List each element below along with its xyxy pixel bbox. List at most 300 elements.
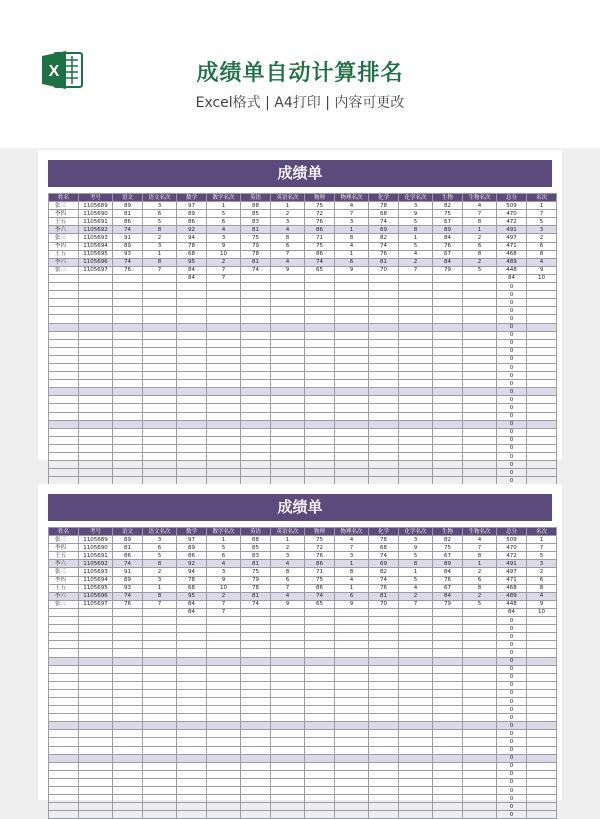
- table-cell[interactable]: [207, 291, 241, 299]
- table-cell[interactable]: [241, 363, 271, 371]
- table-cell[interactable]: [335, 722, 369, 730]
- table-cell[interactable]: [305, 461, 335, 469]
- table-cell[interactable]: 8: [271, 234, 305, 242]
- table-cell[interactable]: [335, 315, 369, 323]
- table-cell[interactable]: [177, 770, 207, 778]
- table-cell[interactable]: [241, 412, 271, 420]
- table-cell[interactable]: 0: [497, 355, 527, 363]
- table-cell[interactable]: [241, 453, 271, 461]
- table-cell[interactable]: [463, 778, 497, 786]
- table-cell[interactable]: [177, 689, 207, 697]
- table-cell[interactable]: [207, 787, 241, 795]
- table-cell[interactable]: [49, 689, 79, 697]
- table-cell[interactable]: [113, 625, 143, 633]
- table-cell[interactable]: [271, 633, 305, 641]
- table-cell[interactable]: 5: [207, 544, 241, 552]
- table-cell[interactable]: 89: [113, 576, 143, 584]
- table-cell[interactable]: [305, 469, 335, 477]
- table-cell[interactable]: [369, 746, 399, 754]
- table-cell[interactable]: [271, 641, 305, 649]
- table-cell[interactable]: [305, 608, 335, 616]
- table-cell[interactable]: [207, 404, 241, 412]
- table-cell[interactable]: 67: [433, 552, 463, 560]
- table-cell[interactable]: [177, 665, 207, 673]
- table-cell[interactable]: 4: [271, 226, 305, 234]
- table-cell[interactable]: [369, 649, 399, 657]
- table-cell[interactable]: [527, 738, 557, 746]
- table-cell[interactable]: [305, 787, 335, 795]
- table-cell[interactable]: 2: [399, 258, 433, 266]
- table-cell[interactable]: 75: [305, 536, 335, 544]
- table-cell[interactable]: 0: [497, 404, 527, 412]
- table-cell[interactable]: 71: [305, 234, 335, 242]
- table-cell[interactable]: [49, 291, 79, 299]
- table-cell[interactable]: 0: [497, 803, 527, 811]
- table-cell[interactable]: [335, 730, 369, 738]
- table-cell[interactable]: 张三: [49, 600, 79, 608]
- table-cell[interactable]: [527, 625, 557, 633]
- table-cell[interactable]: [335, 307, 369, 315]
- table-cell[interactable]: [79, 291, 113, 299]
- table-cell[interactable]: [79, 641, 113, 649]
- table-cell[interactable]: [177, 633, 207, 641]
- table-cell[interactable]: 1105696: [79, 258, 113, 266]
- table-cell[interactable]: 4: [271, 560, 305, 568]
- table-cell[interactable]: 8: [527, 250, 557, 258]
- table-cell[interactable]: [433, 307, 463, 315]
- table-cell[interactable]: 1: [271, 202, 305, 210]
- table-cell[interactable]: [207, 778, 241, 786]
- table-cell[interactable]: 1105695: [79, 584, 113, 592]
- table-cell[interactable]: [177, 372, 207, 380]
- table-cell[interactable]: [527, 689, 557, 697]
- table-cell[interactable]: [241, 299, 271, 307]
- table-cell[interactable]: [369, 363, 399, 371]
- table-cell[interactable]: [305, 331, 335, 339]
- table-cell[interactable]: [271, 388, 305, 396]
- table-cell[interactable]: 70: [369, 266, 399, 274]
- table-cell[interactable]: [399, 436, 433, 444]
- table-cell[interactable]: [79, 461, 113, 469]
- table-cell[interactable]: [241, 315, 271, 323]
- table-cell[interactable]: 6: [527, 576, 557, 584]
- table-cell[interactable]: [527, 714, 557, 722]
- table-cell[interactable]: 9: [527, 266, 557, 274]
- table-cell[interactable]: [527, 291, 557, 299]
- table-cell[interactable]: [463, 283, 497, 291]
- table-cell[interactable]: [113, 299, 143, 307]
- table-cell[interactable]: [305, 291, 335, 299]
- table-cell[interactable]: 89: [113, 536, 143, 544]
- table-cell[interactable]: [463, 641, 497, 649]
- table-cell[interactable]: [241, 291, 271, 299]
- table-cell[interactable]: 0: [497, 706, 527, 714]
- table-cell[interactable]: [399, 714, 433, 722]
- table-cell[interactable]: 83: [241, 552, 271, 560]
- table-cell[interactable]: 9: [271, 600, 305, 608]
- table-cell[interactable]: 76: [369, 584, 399, 592]
- table-cell[interactable]: 7: [335, 544, 369, 552]
- table-cell[interactable]: 1: [143, 250, 177, 258]
- table-cell[interactable]: 92: [177, 226, 207, 234]
- table-cell[interactable]: [113, 444, 143, 452]
- table-cell[interactable]: [399, 323, 433, 331]
- table-cell[interactable]: 89: [177, 544, 207, 552]
- table-cell[interactable]: [305, 299, 335, 307]
- table-cell[interactable]: 72: [305, 544, 335, 552]
- table-cell[interactable]: [433, 380, 463, 388]
- table-cell[interactable]: [113, 420, 143, 428]
- table-cell[interactable]: [433, 404, 463, 412]
- table-cell[interactable]: [399, 404, 433, 412]
- table-cell[interactable]: [143, 738, 177, 746]
- table-cell[interactable]: [463, 608, 497, 616]
- table-cell[interactable]: [369, 461, 399, 469]
- table-cell[interactable]: [271, 795, 305, 803]
- table-cell[interactable]: [369, 673, 399, 681]
- table-cell[interactable]: [79, 453, 113, 461]
- table-cell[interactable]: [113, 673, 143, 681]
- table-cell[interactable]: [207, 331, 241, 339]
- table-cell[interactable]: [207, 811, 241, 819]
- table-cell[interactable]: [241, 730, 271, 738]
- table-cell[interactable]: [335, 746, 369, 754]
- table-cell[interactable]: [369, 738, 399, 746]
- table-cell[interactable]: [305, 795, 335, 803]
- table-cell[interactable]: [463, 461, 497, 469]
- table-cell[interactable]: [143, 625, 177, 633]
- table-cell[interactable]: [463, 355, 497, 363]
- table-cell[interactable]: [241, 689, 271, 697]
- table-cell[interactable]: [143, 307, 177, 315]
- table-cell[interactable]: 9: [399, 210, 433, 218]
- table-cell[interactable]: 李六: [49, 258, 79, 266]
- table-cell[interactable]: 8: [399, 560, 433, 568]
- table-cell[interactable]: 489: [497, 258, 527, 266]
- table-cell[interactable]: [335, 795, 369, 803]
- table-cell[interactable]: [335, 323, 369, 331]
- table-cell[interactable]: [177, 641, 207, 649]
- table-cell[interactable]: [369, 428, 399, 436]
- table-cell[interactable]: 王五: [49, 218, 79, 226]
- table-cell[interactable]: [79, 420, 113, 428]
- table-cell[interactable]: [143, 274, 177, 282]
- table-cell[interactable]: 69: [369, 226, 399, 234]
- table-cell[interactable]: [433, 811, 463, 819]
- table-cell[interactable]: [463, 673, 497, 681]
- table-cell[interactable]: [207, 453, 241, 461]
- table-cell[interactable]: 8: [335, 234, 369, 242]
- table-cell[interactable]: [143, 363, 177, 371]
- table-cell[interactable]: [241, 420, 271, 428]
- table-cell[interactable]: [335, 762, 369, 770]
- table-cell[interactable]: [369, 697, 399, 705]
- table-cell[interactable]: 5: [207, 210, 241, 218]
- table-cell[interactable]: [49, 722, 79, 730]
- table-cell[interactable]: [527, 811, 557, 819]
- table-cell[interactable]: [143, 299, 177, 307]
- table-cell[interactable]: 0: [497, 323, 527, 331]
- table-cell[interactable]: [207, 323, 241, 331]
- table-cell[interactable]: [79, 697, 113, 705]
- table-cell[interactable]: [399, 673, 433, 681]
- table-cell[interactable]: [49, 404, 79, 412]
- table-cell[interactable]: 3: [527, 226, 557, 234]
- table-cell[interactable]: 86: [113, 218, 143, 226]
- table-cell[interactable]: [113, 681, 143, 689]
- table-cell[interactable]: [527, 380, 557, 388]
- table-cell[interactable]: 0: [497, 657, 527, 665]
- table-cell[interactable]: [527, 323, 557, 331]
- table-cell[interactable]: 76: [305, 552, 335, 560]
- table-cell[interactable]: [49, 787, 79, 795]
- table-cell[interactable]: 85: [241, 544, 271, 552]
- table-cell[interactable]: [399, 697, 433, 705]
- table-cell[interactable]: 68: [177, 250, 207, 258]
- table-cell[interactable]: [207, 339, 241, 347]
- table-cell[interactable]: [177, 673, 207, 681]
- table-cell[interactable]: [399, 641, 433, 649]
- table-cell[interactable]: [113, 315, 143, 323]
- table-cell[interactable]: [527, 697, 557, 705]
- table-cell[interactable]: [527, 778, 557, 786]
- table-cell[interactable]: 491: [497, 226, 527, 234]
- table-cell[interactable]: [79, 762, 113, 770]
- table-cell[interactable]: 3: [143, 202, 177, 210]
- table-cell[interactable]: [113, 339, 143, 347]
- table-cell[interactable]: [271, 412, 305, 420]
- table-cell[interactable]: [49, 274, 79, 282]
- table-cell[interactable]: 0: [497, 339, 527, 347]
- table-cell[interactable]: 9: [271, 266, 305, 274]
- table-cell[interactable]: [143, 388, 177, 396]
- table-cell[interactable]: [463, 339, 497, 347]
- table-cell[interactable]: [49, 657, 79, 665]
- table-cell[interactable]: [271, 714, 305, 722]
- table-cell[interactable]: 74: [305, 592, 335, 600]
- table-cell[interactable]: [271, 404, 305, 412]
- table-cell[interactable]: [335, 811, 369, 819]
- table-cell[interactable]: 0: [497, 420, 527, 428]
- table-cell[interactable]: [335, 649, 369, 657]
- table-cell[interactable]: [79, 795, 113, 803]
- table-cell[interactable]: [113, 355, 143, 363]
- table-cell[interactable]: 8: [143, 258, 177, 266]
- table-cell[interactable]: [113, 283, 143, 291]
- table-cell[interactable]: [369, 396, 399, 404]
- table-cell[interactable]: 74: [369, 576, 399, 584]
- table-cell[interactable]: [271, 617, 305, 625]
- table-cell[interactable]: 6: [207, 218, 241, 226]
- table-cell[interactable]: 67: [433, 218, 463, 226]
- table-cell[interactable]: [305, 355, 335, 363]
- table-cell[interactable]: [241, 347, 271, 355]
- table-cell[interactable]: [207, 681, 241, 689]
- table-cell[interactable]: 76: [305, 218, 335, 226]
- table-cell[interactable]: [241, 754, 271, 762]
- table-cell[interactable]: 86: [177, 218, 207, 226]
- table-cell[interactable]: [143, 420, 177, 428]
- table-cell[interactable]: [369, 608, 399, 616]
- table-cell[interactable]: 4: [335, 242, 369, 250]
- table-cell[interactable]: [49, 380, 79, 388]
- table-cell[interactable]: 68: [369, 210, 399, 218]
- table-cell[interactable]: [399, 770, 433, 778]
- table-cell[interactable]: [399, 657, 433, 665]
- table-cell[interactable]: 0: [497, 469, 527, 477]
- table-cell[interactable]: 2: [527, 568, 557, 576]
- table-cell[interactable]: [433, 461, 463, 469]
- table-cell[interactable]: [335, 681, 369, 689]
- table-cell[interactable]: 79: [433, 600, 463, 608]
- table-cell[interactable]: [49, 770, 79, 778]
- table-cell[interactable]: [143, 331, 177, 339]
- table-cell[interactable]: 491: [497, 560, 527, 568]
- table-cell[interactable]: [49, 625, 79, 633]
- table-cell[interactable]: 8: [143, 226, 177, 234]
- table-cell[interactable]: 81: [241, 560, 271, 568]
- table-cell[interactable]: [49, 803, 79, 811]
- table-cell[interactable]: 5: [143, 218, 177, 226]
- table-cell[interactable]: 7: [399, 600, 433, 608]
- table-cell[interactable]: [335, 608, 369, 616]
- table-cell[interactable]: 7: [399, 266, 433, 274]
- table-cell[interactable]: [527, 633, 557, 641]
- table-cell[interactable]: [369, 681, 399, 689]
- table-cell[interactable]: 71: [305, 568, 335, 576]
- table-cell[interactable]: 6: [271, 576, 305, 584]
- table-cell[interactable]: 84: [177, 274, 207, 282]
- table-cell[interactable]: [271, 746, 305, 754]
- table-cell[interactable]: [335, 665, 369, 673]
- table-cell[interactable]: [305, 673, 335, 681]
- table-cell[interactable]: [207, 762, 241, 770]
- table-cell[interactable]: [271, 339, 305, 347]
- table-cell[interactable]: [527, 762, 557, 770]
- table-cell[interactable]: [463, 469, 497, 477]
- table-cell[interactable]: [79, 331, 113, 339]
- table-cell[interactable]: [113, 469, 143, 477]
- table-cell[interactable]: 5: [399, 218, 433, 226]
- table-cell[interactable]: [335, 372, 369, 380]
- table-cell[interactable]: 6: [143, 210, 177, 218]
- table-cell[interactable]: [49, 697, 79, 705]
- table-cell[interactable]: [335, 778, 369, 786]
- table-cell[interactable]: [335, 363, 369, 371]
- table-cell[interactable]: [113, 363, 143, 371]
- table-cell[interactable]: [207, 689, 241, 697]
- table-cell[interactable]: [527, 331, 557, 339]
- table-cell[interactable]: 0: [497, 714, 527, 722]
- table-cell[interactable]: 9: [335, 600, 369, 608]
- table-cell[interactable]: [79, 706, 113, 714]
- table-cell[interactable]: [271, 420, 305, 428]
- table-cell[interactable]: [143, 283, 177, 291]
- table-cell[interactable]: [113, 608, 143, 616]
- table-cell[interactable]: 81: [113, 210, 143, 218]
- table-cell[interactable]: [241, 380, 271, 388]
- table-cell[interactable]: [271, 657, 305, 665]
- table-cell[interactable]: 83: [241, 218, 271, 226]
- table-cell[interactable]: [527, 641, 557, 649]
- table-cell[interactable]: [79, 770, 113, 778]
- table-cell[interactable]: [305, 372, 335, 380]
- table-cell[interactable]: [241, 746, 271, 754]
- table-cell[interactable]: [463, 307, 497, 315]
- table-cell[interactable]: 7: [207, 274, 241, 282]
- table-cell[interactable]: 7: [143, 600, 177, 608]
- table-cell[interactable]: [241, 681, 271, 689]
- table-cell[interactable]: [49, 754, 79, 762]
- table-cell[interactable]: [271, 787, 305, 795]
- table-cell[interactable]: [305, 811, 335, 819]
- table-cell[interactable]: [305, 746, 335, 754]
- table-cell[interactable]: 0: [497, 722, 527, 730]
- table-cell[interactable]: [241, 355, 271, 363]
- table-cell[interactable]: [79, 412, 113, 420]
- table-cell[interactable]: [143, 795, 177, 803]
- table-cell[interactable]: [241, 706, 271, 714]
- table-cell[interactable]: 0: [497, 811, 527, 819]
- table-cell[interactable]: [335, 770, 369, 778]
- table-cell[interactable]: 0: [497, 697, 527, 705]
- table-cell[interactable]: [463, 803, 497, 811]
- table-cell[interactable]: [207, 380, 241, 388]
- table-cell[interactable]: [177, 404, 207, 412]
- table-cell[interactable]: [49, 681, 79, 689]
- table-cell[interactable]: [177, 625, 207, 633]
- table-cell[interactable]: [143, 608, 177, 616]
- table-cell[interactable]: [369, 339, 399, 347]
- table-cell[interactable]: [49, 283, 79, 291]
- table-cell[interactable]: [463, 453, 497, 461]
- table-cell[interactable]: 65: [305, 600, 335, 608]
- table-cell[interactable]: 74: [241, 266, 271, 274]
- table-cell[interactable]: [463, 811, 497, 819]
- table-cell[interactable]: [463, 428, 497, 436]
- table-cell[interactable]: [463, 649, 497, 657]
- table-cell[interactable]: [399, 444, 433, 452]
- table-cell[interactable]: [271, 665, 305, 673]
- table-cell[interactable]: [463, 380, 497, 388]
- table-cell[interactable]: 0: [497, 762, 527, 770]
- table-cell[interactable]: 86: [305, 560, 335, 568]
- table-cell[interactable]: [271, 706, 305, 714]
- table-cell[interactable]: [143, 453, 177, 461]
- table-cell[interactable]: [463, 625, 497, 633]
- table-cell[interactable]: [433, 469, 463, 477]
- table-cell[interactable]: [305, 363, 335, 371]
- table-cell[interactable]: 67: [433, 250, 463, 258]
- table-cell[interactable]: [113, 778, 143, 786]
- table-cell[interactable]: [49, 608, 79, 616]
- table-cell[interactable]: [305, 738, 335, 746]
- table-cell[interactable]: 84: [177, 608, 207, 616]
- table-cell[interactable]: 92: [177, 560, 207, 568]
- table-cell[interactable]: [241, 469, 271, 477]
- table-cell[interactable]: [143, 323, 177, 331]
- table-cell[interactable]: 85: [241, 210, 271, 218]
- table-cell[interactable]: [369, 388, 399, 396]
- table-cell[interactable]: [241, 795, 271, 803]
- table-cell[interactable]: 68: [177, 584, 207, 592]
- table-cell[interactable]: [143, 641, 177, 649]
- table-cell[interactable]: 91: [113, 568, 143, 576]
- table-cell[interactable]: [463, 714, 497, 722]
- table-cell[interactable]: [399, 778, 433, 786]
- table-cell[interactable]: [335, 436, 369, 444]
- table-cell[interactable]: [463, 738, 497, 746]
